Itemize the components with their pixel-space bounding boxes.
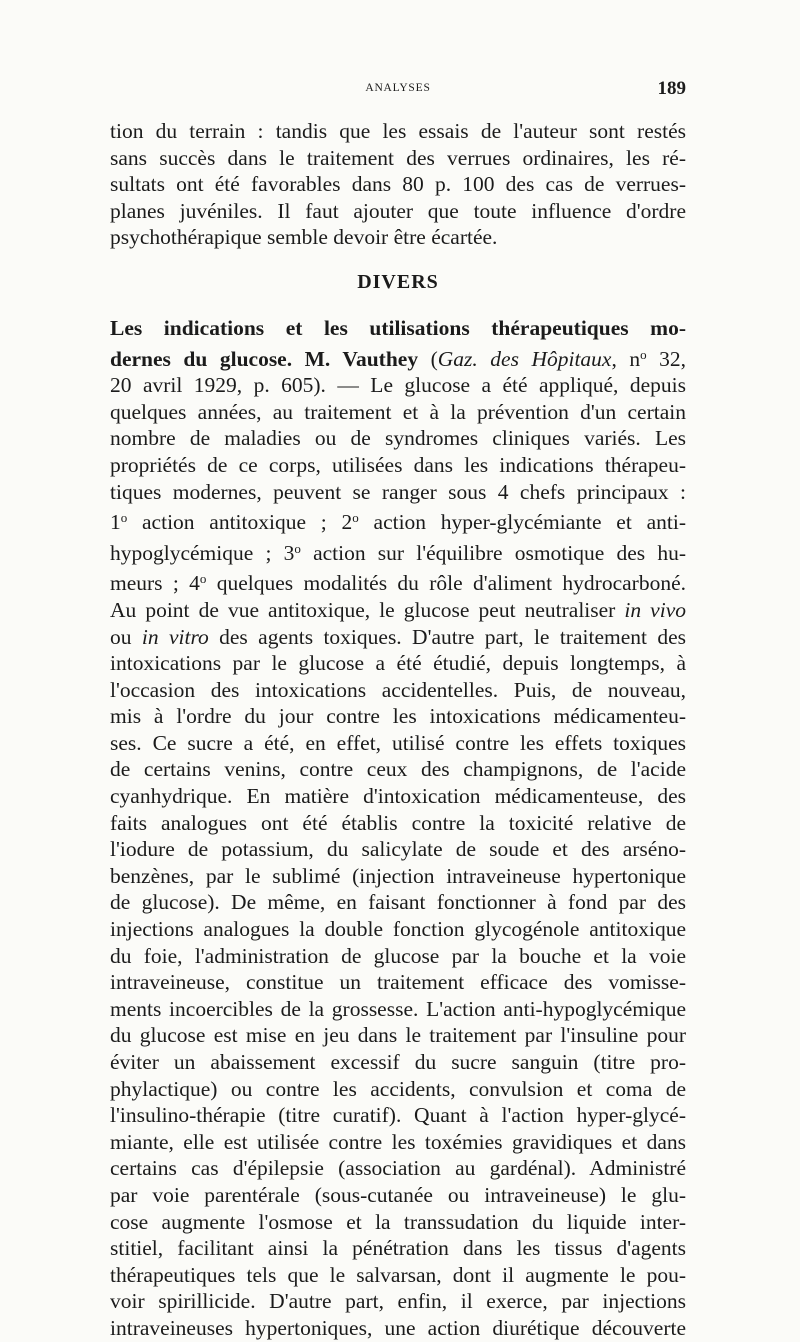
superscript: o	[640, 346, 647, 362]
article-title-end: dernes du glucose.	[110, 346, 293, 371]
text-line: planes juvéniles. Il faut ajouter que toute influence d'ordre	[110, 198, 686, 223]
text-line: quelques années, au traitement et à la prévention d'un certain	[110, 399, 686, 424]
running-title: ANALYSES	[365, 82, 431, 94]
list-text: action sur l'équilibre osmotique des hu-	[300, 540, 686, 565]
text-line: par voie parentérale (sous-cutanée ou intraveineuse) le glu-	[110, 1182, 686, 1207]
list-text: hypoglycémique ; 3	[110, 540, 295, 565]
text-line: intraveineuses hypertoniques, une action diurétique découverte	[110, 1315, 686, 1340]
text-line: benzènes, par le sublimé (injection intraveineuse hypertonique	[110, 863, 686, 888]
article	[110, 315, 686, 1342]
list-line	[110, 566, 686, 597]
text-line: certains cas d'épilepsie (association au gardénal). Administré	[110, 1156, 686, 1181]
article-author: M. Vauthey	[304, 346, 419, 371]
reference-open: (	[418, 346, 438, 371]
text-line: sans succès dans le traitement des verrues ordinaires, les ré-	[110, 145, 686, 170]
text-line: ments incoercibles de la grossesse. L'action anti-hypoglycémique	[110, 996, 686, 1021]
superscript: o	[199, 571, 207, 587]
text-line: l'insulino-thérapie (titre curatif). Quant à l'action hyper-glycé-	[110, 1103, 686, 1128]
journal-title: Gaz. des Hôpitaux	[437, 346, 612, 371]
text-line: cose augmente l'osmose et la transsudation du liquide inter-	[110, 1209, 686, 1234]
section-heading: DIVERS	[357, 270, 439, 293]
text-segment: des agents toxiques. D'autre part, le traitement des	[208, 624, 686, 649]
text-line: miante, elle est utilisée contre les toxémies gravidiques et dans	[110, 1129, 686, 1154]
text-line: faits analogues ont été établis contre la toxicité relative de	[110, 810, 686, 835]
text-line: de certains venins, contre ceux des champignons, de l'acide	[110, 757, 686, 782]
italic-term: in vivo	[624, 597, 686, 622]
list-text: action antitoxique ; 2	[127, 510, 353, 535]
text-line: du foie, l'administration de glucose par la bouche et la voie	[110, 943, 686, 968]
superscript: o	[120, 510, 128, 526]
text-line: intoxications par le glucose a été étudié, depuis longtemps, à	[110, 651, 686, 676]
previous-item-text	[110, 118, 686, 251]
text-line: tiques modernes, peuvent se ranger sous 4 chefs principaux :	[110, 479, 686, 504]
list-number: 1	[110, 510, 121, 535]
reference-issue: 32,	[646, 346, 687, 371]
superscript: o	[294, 540, 301, 556]
text-line	[110, 624, 686, 651]
running-header	[110, 78, 686, 98]
list-text: quelques modalités du rôle d'aliment hydrocarboné.	[206, 571, 686, 596]
text-segment: Au point de vue antitoxique, le glucose peut neutraliser	[110, 597, 625, 622]
text-line: thérapeutiques tels que le salvarsan, dont il augmente le pou-	[110, 1262, 686, 1287]
page-number: 189	[657, 78, 686, 99]
text-line: intraveineuse, constitue un traitement efficace des vomisse-	[110, 970, 686, 995]
italic-term: in vitro	[141, 624, 209, 649]
text-line: phylactique) ou contre les accidents, convulsion et coma de	[110, 1076, 686, 1101]
text-line: éviter un abaissement excessif du sucre sanguin (titre pro-	[110, 1050, 686, 1074]
list-line	[110, 536, 686, 567]
text-line: 20 avril 1929, p. 605). — Le glucose a été appliqué, depuis	[110, 373, 686, 398]
text-line	[110, 597, 686, 624]
text-line: propriétés de ce corps, utilisées dans les indications thérapeu-	[110, 452, 686, 477]
text-line: cyanhydrique. En matière d'intoxication médicamenteuse, des	[110, 784, 686, 809]
text-column	[110, 118, 686, 1342]
text-line: mis à l'ordre du jour contre les intoxications médicamenteu-	[110, 704, 686, 729]
text-line: l'occasion des intoxications accidentelles. Puis, de nouveau,	[110, 677, 686, 702]
text-line: nombre de maladies ou de syndromes cliniques variés. Les	[110, 426, 686, 451]
text-line: voir spirillicide. D'autre part, enfin, il exerce, par injections	[110, 1289, 686, 1314]
article-title-line	[110, 342, 686, 373]
text-line: du glucose est mise en jeu dans le traitement par l'insuline pour	[110, 1023, 686, 1048]
text-line: stitiel, facilitant ainsi la pénétration dans les tissus d'agents	[110, 1236, 686, 1261]
list-text: meurs ; 4	[110, 571, 200, 596]
text-line: tion du terrain : tandis que les essais de l'auteur sont restés	[110, 119, 686, 143]
reference-number: , n	[611, 346, 641, 371]
list-text: action hyper-glycémiante et anti-	[358, 510, 686, 535]
article-title: Les indications et les utilisations thérapeutiques mo-	[110, 315, 686, 340]
superscript: o	[352, 510, 359, 526]
text-line: psychothérapique semble devoir être écartée.	[110, 225, 498, 250]
text-line: sultats ont été favorables dans 80 p. 100 des cas de verrues-	[110, 172, 686, 197]
text-line: l'iodure de potassium, du salicylate de soude et des arséno-	[110, 837, 686, 862]
text-line: ses. Ce sucre a été, en effet, utilisé contre les effets toxiques	[110, 730, 686, 755]
text-line: de glucose). De même, en faisant fonctionner à fond par des	[110, 890, 686, 915]
text-segment: ou	[110, 624, 142, 649]
list-line	[110, 505, 686, 536]
text-line: injections analogues la double fonction glycogénole antitoxique	[110, 917, 686, 942]
